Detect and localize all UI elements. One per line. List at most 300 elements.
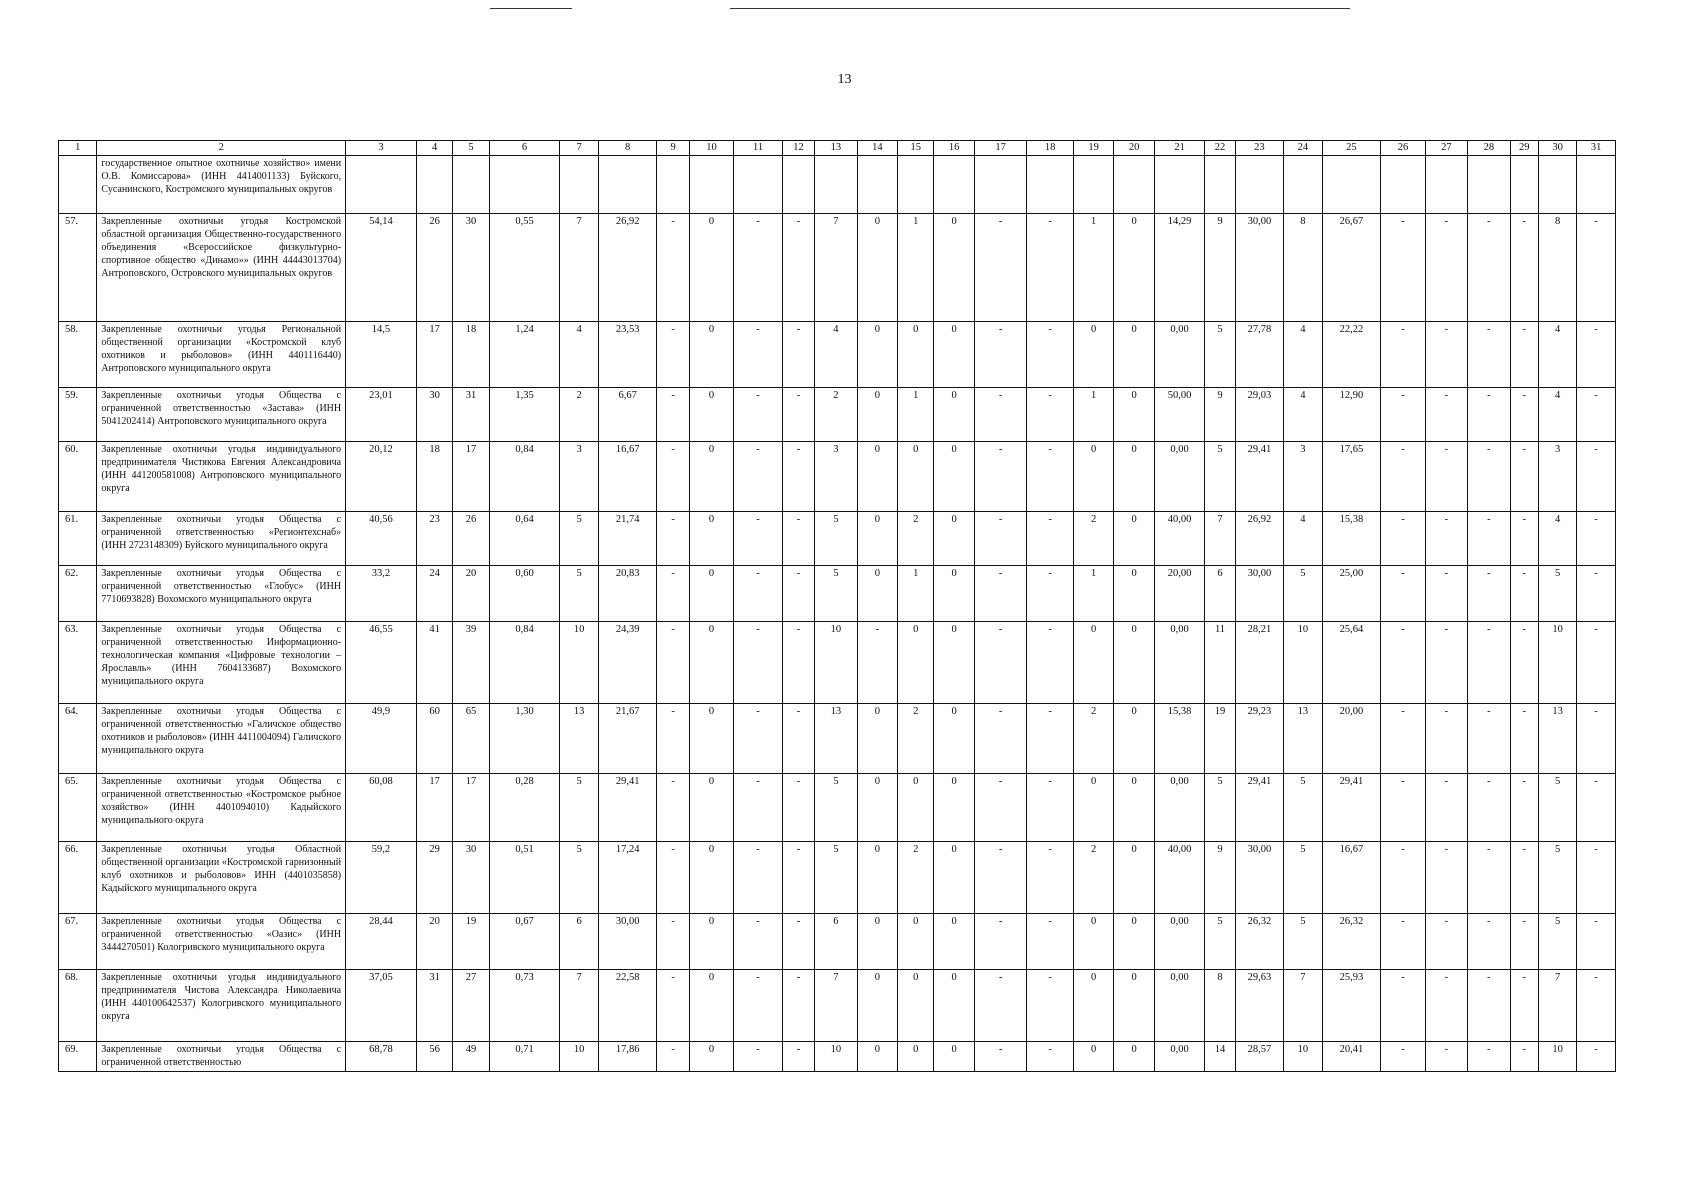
value-cell: - xyxy=(1027,388,1074,442)
value-cell: 4 xyxy=(1538,388,1576,442)
hunting-ground-description: Закрепленные охотничьи угодья Областной общественной организации «Костромской гарнизонный клуб охотников и рыболовов» ИНН (4401035858) Кадыйского муниципального округа xyxy=(97,842,346,914)
column-number-header: 3 xyxy=(346,141,417,156)
column-number-row xyxy=(59,141,1616,156)
value-cell: 6 xyxy=(815,914,857,970)
value-cell: 1 xyxy=(898,214,934,322)
value-cell: 13 xyxy=(1284,704,1322,774)
value-cell: 12,90 xyxy=(1322,388,1381,442)
value-cell: 29,63 xyxy=(1235,970,1284,1042)
value-cell xyxy=(934,156,974,214)
value-cell: - xyxy=(1577,388,1616,442)
value-cell: 20,41 xyxy=(1322,1042,1381,1072)
value-cell: 4 xyxy=(1538,512,1576,566)
value-cell: - xyxy=(974,512,1027,566)
value-cell: - xyxy=(1381,622,1425,704)
value-cell: 0 xyxy=(898,774,934,842)
value-cell: - xyxy=(1381,388,1425,442)
value-cell: 16,67 xyxy=(598,442,657,512)
value-cell: 2 xyxy=(898,842,934,914)
column-number-header: 18 xyxy=(1027,141,1074,156)
value-cell: 50,00 xyxy=(1154,388,1205,442)
value-cell: - xyxy=(974,622,1027,704)
value-cell: - xyxy=(1468,1042,1510,1072)
value-cell: 24,39 xyxy=(598,622,657,704)
value-cell: 17,86 xyxy=(598,1042,657,1072)
value-cell: 4 xyxy=(1284,512,1322,566)
value-cell: 0 xyxy=(857,970,897,1042)
value-cell: 0 xyxy=(898,442,934,512)
value-cell: - xyxy=(782,622,814,704)
value-cell: 0 xyxy=(689,442,733,512)
value-cell: 13 xyxy=(1538,704,1576,774)
column-number-header: 29 xyxy=(1510,141,1538,156)
value-cell: - xyxy=(974,842,1027,914)
value-cell: 49 xyxy=(453,1042,489,1072)
value-cell: 2 xyxy=(1073,512,1113,566)
hunting-ground-description: Закрепленные охотничьи угодья Общества с ограниченной ответственностью xyxy=(97,1042,346,1072)
value-cell xyxy=(898,156,934,214)
scan-artifact-line xyxy=(730,8,1350,9)
value-cell: 25,93 xyxy=(1322,970,1381,1042)
value-cell: - xyxy=(657,842,689,914)
value-cell: - xyxy=(1027,774,1074,842)
column-number-header: 19 xyxy=(1073,141,1113,156)
hunting-ground-description: государственное опытное охотничье хозяйство» имени О.В. Комиссарова» (ИНН 4414001133) Буйского, Сусанинского, Костромского муниципальных округов xyxy=(97,156,346,214)
value-cell: 14 xyxy=(1205,1042,1235,1072)
value-cell: - xyxy=(1381,214,1425,322)
table-row xyxy=(59,1042,1616,1072)
value-cell: - xyxy=(782,388,814,442)
value-cell: 5 xyxy=(815,842,857,914)
value-cell: 1,35 xyxy=(489,388,560,442)
value-cell: 0 xyxy=(689,774,733,842)
value-cell: 0 xyxy=(1114,214,1154,322)
row-number: 63. xyxy=(59,622,97,704)
value-cell: 5 xyxy=(815,774,857,842)
value-cell: - xyxy=(782,704,814,774)
value-cell: - xyxy=(1577,622,1616,704)
value-cell: - xyxy=(782,442,814,512)
value-cell: 0 xyxy=(1114,566,1154,622)
value-cell: 30 xyxy=(453,842,489,914)
column-number-header: 31 xyxy=(1577,141,1616,156)
value-cell: 54,14 xyxy=(346,214,417,322)
value-cell xyxy=(489,156,560,214)
value-cell: - xyxy=(1468,622,1510,704)
value-cell: 0 xyxy=(1114,512,1154,566)
value-cell: 0 xyxy=(898,914,934,970)
column-number-header: 24 xyxy=(1284,141,1322,156)
value-cell: 5 xyxy=(1538,774,1576,842)
value-cell: - xyxy=(1027,214,1074,322)
row-number: 67. xyxy=(59,914,97,970)
value-cell: - xyxy=(782,512,814,566)
table-row xyxy=(59,566,1616,622)
value-cell: 0,64 xyxy=(489,512,560,566)
value-cell: 30,00 xyxy=(1235,566,1284,622)
value-cell: 6 xyxy=(1205,566,1235,622)
value-cell: - xyxy=(1027,442,1074,512)
value-cell: 2 xyxy=(1073,842,1113,914)
hunting-ground-description: Закрепленные охотничьи угодья Общества с ограниченной ответственностью «Глобус» (ИНН 7710693828) Вохомского муниципального округа xyxy=(97,566,346,622)
column-number-header: 30 xyxy=(1538,141,1576,156)
value-cell: 1,24 xyxy=(489,322,560,388)
value-cell: 1 xyxy=(898,566,934,622)
value-cell: - xyxy=(1027,970,1074,1042)
value-cell: - xyxy=(974,914,1027,970)
value-cell: 0 xyxy=(934,1042,974,1072)
value-cell: - xyxy=(734,842,783,914)
value-cell: - xyxy=(734,322,783,388)
value-cell: 0 xyxy=(689,322,733,388)
value-cell: - xyxy=(657,1042,689,1072)
column-number-header: 1 xyxy=(59,141,97,156)
value-cell: 0 xyxy=(689,622,733,704)
value-cell xyxy=(1322,156,1381,214)
value-cell: 29,23 xyxy=(1235,704,1284,774)
hunting-ground-description: Закрепленные охотничьи угодья индивидуального предпринимателя Чистова Александра Николаевича (ИНН 440100642537) Кологривского муниципального округа xyxy=(97,970,346,1042)
value-cell: 33,2 xyxy=(346,566,417,622)
row-number: 62. xyxy=(59,566,97,622)
value-cell: 56 xyxy=(416,1042,452,1072)
value-cell: - xyxy=(974,704,1027,774)
value-cell: 0 xyxy=(857,914,897,970)
value-cell: 0 xyxy=(898,1042,934,1072)
value-cell: 5 xyxy=(560,842,598,914)
column-number-header: 6 xyxy=(489,141,560,156)
value-cell: - xyxy=(1510,1042,1538,1072)
value-cell: - xyxy=(974,322,1027,388)
value-cell: 17 xyxy=(416,322,452,388)
value-cell: 0 xyxy=(1073,322,1113,388)
column-number-header: 10 xyxy=(689,141,733,156)
value-cell: 1 xyxy=(1073,566,1113,622)
column-number-header: 7 xyxy=(560,141,598,156)
value-cell xyxy=(416,156,452,214)
table-row xyxy=(59,442,1616,512)
value-cell: 0 xyxy=(934,322,974,388)
value-cell xyxy=(1510,156,1538,214)
value-cell: 9 xyxy=(1205,388,1235,442)
value-cell: 7 xyxy=(815,970,857,1042)
value-cell: - xyxy=(1577,322,1616,388)
value-cell: - xyxy=(657,774,689,842)
value-cell: 20,83 xyxy=(598,566,657,622)
value-cell: 2 xyxy=(898,512,934,566)
value-cell: - xyxy=(1425,1042,1467,1072)
value-cell: - xyxy=(1577,566,1616,622)
value-cell: 0 xyxy=(1073,914,1113,970)
value-cell: 10 xyxy=(815,622,857,704)
value-cell: 0 xyxy=(857,214,897,322)
value-cell: 5 xyxy=(1284,566,1322,622)
value-cell: 0 xyxy=(934,566,974,622)
value-cell: - xyxy=(1381,970,1425,1042)
value-cell: 0 xyxy=(857,322,897,388)
table-row xyxy=(59,388,1616,442)
value-cell: 25,00 xyxy=(1322,566,1381,622)
value-cell: - xyxy=(1510,214,1538,322)
value-cell: 0 xyxy=(857,388,897,442)
value-cell: 37,05 xyxy=(346,970,417,1042)
value-cell: - xyxy=(734,970,783,1042)
value-cell: 4 xyxy=(815,322,857,388)
value-cell: 29,41 xyxy=(1322,774,1381,842)
value-cell: 60 xyxy=(416,704,452,774)
column-number-header: 26 xyxy=(1381,141,1425,156)
value-cell: - xyxy=(1577,704,1616,774)
value-cell: 29 xyxy=(416,842,452,914)
value-cell: - xyxy=(782,970,814,1042)
column-number-header: 20 xyxy=(1114,141,1154,156)
value-cell: - xyxy=(657,512,689,566)
row-number: 58. xyxy=(59,322,97,388)
column-number-header: 9 xyxy=(657,141,689,156)
value-cell: 26,32 xyxy=(1235,914,1284,970)
value-cell: - xyxy=(1381,566,1425,622)
value-cell: 29,41 xyxy=(598,774,657,842)
value-cell: - xyxy=(1381,842,1425,914)
value-cell: 21,74 xyxy=(598,512,657,566)
value-cell: - xyxy=(1468,566,1510,622)
value-cell: 0 xyxy=(1114,704,1154,774)
row-number: 68. xyxy=(59,970,97,1042)
value-cell: 26,67 xyxy=(1322,214,1381,322)
value-cell: 10 xyxy=(815,1042,857,1072)
value-cell: 14,29 xyxy=(1154,214,1205,322)
value-cell: 5 xyxy=(1205,322,1235,388)
table-row xyxy=(59,774,1616,842)
value-cell: - xyxy=(1510,442,1538,512)
value-cell: - xyxy=(734,214,783,322)
value-cell: - xyxy=(1425,774,1467,842)
value-cell: 31 xyxy=(453,388,489,442)
column-number-header: 11 xyxy=(734,141,783,156)
hunting-ground-description: Закрепленные охотничьи угодья Общества с ограниченной ответственностью «Галичское общество охотников и рыболовов» (ИНН 4411004094) Галичского муниципального округа xyxy=(97,704,346,774)
value-cell: 0 xyxy=(934,774,974,842)
value-cell: - xyxy=(1425,512,1467,566)
value-cell: 5 xyxy=(1538,566,1576,622)
value-cell: 0 xyxy=(1114,914,1154,970)
value-cell: 18 xyxy=(416,442,452,512)
value-cell: 49,9 xyxy=(346,704,417,774)
value-cell: 1 xyxy=(898,388,934,442)
value-cell: 68,78 xyxy=(346,1042,417,1072)
value-cell: - xyxy=(1510,512,1538,566)
value-cell: 0 xyxy=(857,442,897,512)
value-cell: - xyxy=(1381,322,1425,388)
value-cell: 0 xyxy=(1114,388,1154,442)
value-cell: 0 xyxy=(689,842,733,914)
value-cell: 23,01 xyxy=(346,388,417,442)
value-cell: 26 xyxy=(416,214,452,322)
value-cell: 0 xyxy=(1073,1042,1113,1072)
value-cell: - xyxy=(857,622,897,704)
value-cell: 15,38 xyxy=(1322,512,1381,566)
column-number-header: 12 xyxy=(782,141,814,156)
hunting-grounds-table xyxy=(58,140,1616,1072)
value-cell: - xyxy=(657,970,689,1042)
value-cell: 0 xyxy=(689,566,733,622)
value-cell: 0 xyxy=(857,704,897,774)
value-cell: 5 xyxy=(1205,774,1235,842)
value-cell: 0 xyxy=(857,512,897,566)
value-cell: 0 xyxy=(1073,970,1113,1042)
value-cell: 0 xyxy=(1114,842,1154,914)
value-cell xyxy=(857,156,897,214)
row-number: 65. xyxy=(59,774,97,842)
value-cell: 0,00 xyxy=(1154,1042,1205,1072)
value-cell: 30,00 xyxy=(598,914,657,970)
value-cell: 28,57 xyxy=(1235,1042,1284,1072)
value-cell: 30,00 xyxy=(1235,842,1284,914)
value-cell: 27,78 xyxy=(1235,322,1284,388)
value-cell: - xyxy=(1425,842,1467,914)
value-cell: - xyxy=(657,214,689,322)
value-cell: 26,32 xyxy=(1322,914,1381,970)
value-cell: 16,67 xyxy=(1322,842,1381,914)
column-number-header: 13 xyxy=(815,141,857,156)
value-cell: 7 xyxy=(560,214,598,322)
value-cell: - xyxy=(1381,512,1425,566)
value-cell: - xyxy=(974,566,1027,622)
value-cell: 0 xyxy=(934,388,974,442)
row-number xyxy=(59,156,97,214)
value-cell: 0 xyxy=(898,322,934,388)
value-cell: - xyxy=(1425,914,1467,970)
value-cell: - xyxy=(1468,970,1510,1042)
value-cell: - xyxy=(657,704,689,774)
hunting-ground-description: Закрепленные охотничьи угодья Общества с ограниченной ответственностью «Регионтехснаб» (ИНН 2723148309) Буйского муниципального округа xyxy=(97,512,346,566)
value-cell: - xyxy=(1468,774,1510,842)
table-row xyxy=(59,704,1616,774)
column-number-header: 17 xyxy=(974,141,1027,156)
value-cell xyxy=(1577,156,1616,214)
value-cell: - xyxy=(1381,774,1425,842)
value-cell: - xyxy=(1425,388,1467,442)
value-cell: - xyxy=(782,322,814,388)
value-cell: 8 xyxy=(1538,214,1576,322)
value-cell: 0 xyxy=(857,842,897,914)
value-cell: 0 xyxy=(1073,774,1113,842)
value-cell: - xyxy=(1510,970,1538,1042)
value-cell: 17 xyxy=(453,442,489,512)
column-number-header: 25 xyxy=(1322,141,1381,156)
row-number: 66. xyxy=(59,842,97,914)
value-cell: 40,00 xyxy=(1154,842,1205,914)
value-cell: - xyxy=(782,774,814,842)
value-cell: 0 xyxy=(1114,442,1154,512)
value-cell: 11 xyxy=(1205,622,1235,704)
column-number-header: 23 xyxy=(1235,141,1284,156)
value-cell: - xyxy=(1468,842,1510,914)
value-cell: 0 xyxy=(1114,1042,1154,1072)
value-cell: 5 xyxy=(815,566,857,622)
value-cell: 7 xyxy=(1284,970,1322,1042)
value-cell: 6 xyxy=(560,914,598,970)
value-cell: 13 xyxy=(560,704,598,774)
value-cell: 4 xyxy=(560,322,598,388)
value-cell: 19 xyxy=(453,914,489,970)
value-cell: - xyxy=(1425,214,1467,322)
value-cell: - xyxy=(1027,566,1074,622)
value-cell: 0,71 xyxy=(489,1042,560,1072)
value-cell: - xyxy=(1381,442,1425,512)
value-cell: - xyxy=(1027,704,1074,774)
value-cell: - xyxy=(1468,214,1510,322)
value-cell: 20,00 xyxy=(1154,566,1205,622)
value-cell: - xyxy=(657,622,689,704)
value-cell xyxy=(1114,156,1154,214)
value-cell: 0 xyxy=(689,1042,733,1072)
value-cell: - xyxy=(1425,970,1467,1042)
value-cell xyxy=(1205,156,1235,214)
value-cell: 17,24 xyxy=(598,842,657,914)
value-cell: 0 xyxy=(1073,442,1113,512)
value-cell: 20,00 xyxy=(1322,704,1381,774)
value-cell: - xyxy=(1577,512,1616,566)
value-cell: - xyxy=(1510,914,1538,970)
value-cell: 0,00 xyxy=(1154,442,1205,512)
value-cell: 0 xyxy=(689,970,733,1042)
value-cell xyxy=(815,156,857,214)
value-cell: 3 xyxy=(560,442,598,512)
column-number-header: 28 xyxy=(1468,141,1510,156)
column-number-header: 14 xyxy=(857,141,897,156)
column-number-header: 5 xyxy=(453,141,489,156)
value-cell: 3 xyxy=(815,442,857,512)
value-cell: - xyxy=(974,970,1027,1042)
value-cell xyxy=(1154,156,1205,214)
value-cell: - xyxy=(1510,388,1538,442)
value-cell: 27 xyxy=(453,970,489,1042)
hunting-ground-description: Закрепленные охотничьи угодья Общества с ограниченной ответственностью «Застава» (ИНН 5041202414) Антроповского муниципального округа xyxy=(97,388,346,442)
value-cell: 0 xyxy=(689,512,733,566)
value-cell: 8 xyxy=(1205,970,1235,1042)
value-cell: - xyxy=(1468,914,1510,970)
value-cell: 22,22 xyxy=(1322,322,1381,388)
value-cell: 6,67 xyxy=(598,388,657,442)
value-cell: 65 xyxy=(453,704,489,774)
value-cell: - xyxy=(734,704,783,774)
value-cell: 5 xyxy=(1538,842,1576,914)
value-cell: 0 xyxy=(857,1042,897,1072)
hunting-ground-description: Закрепленные охотничьи угодья Костромской областной организация Общественно-государственного объединения «Всероссийское физкультурно-спортивное общество «Динамо»» (ИНН 44443013704) Антроповского, Островского муниципальных округов xyxy=(97,214,346,322)
value-cell: 4 xyxy=(1538,322,1576,388)
value-cell: 5 xyxy=(560,774,598,842)
value-cell: 0 xyxy=(1073,622,1113,704)
value-cell: - xyxy=(974,388,1027,442)
value-cell: 0 xyxy=(1114,774,1154,842)
value-cell: 0 xyxy=(1114,322,1154,388)
table-row xyxy=(59,322,1616,388)
value-cell: 29,41 xyxy=(1235,442,1284,512)
value-cell: 39 xyxy=(453,622,489,704)
value-cell xyxy=(598,156,657,214)
value-cell: 5 xyxy=(1284,914,1322,970)
value-cell: - xyxy=(657,566,689,622)
value-cell: 40,56 xyxy=(346,512,417,566)
value-cell: 26 xyxy=(453,512,489,566)
value-cell: 10 xyxy=(1284,1042,1322,1072)
row-number: 64. xyxy=(59,704,97,774)
value-cell: - xyxy=(1468,322,1510,388)
value-cell: 30 xyxy=(416,388,452,442)
value-cell: 29,41 xyxy=(1235,774,1284,842)
value-cell: 5 xyxy=(1205,914,1235,970)
value-cell xyxy=(453,156,489,214)
value-cell: 2 xyxy=(1073,704,1113,774)
